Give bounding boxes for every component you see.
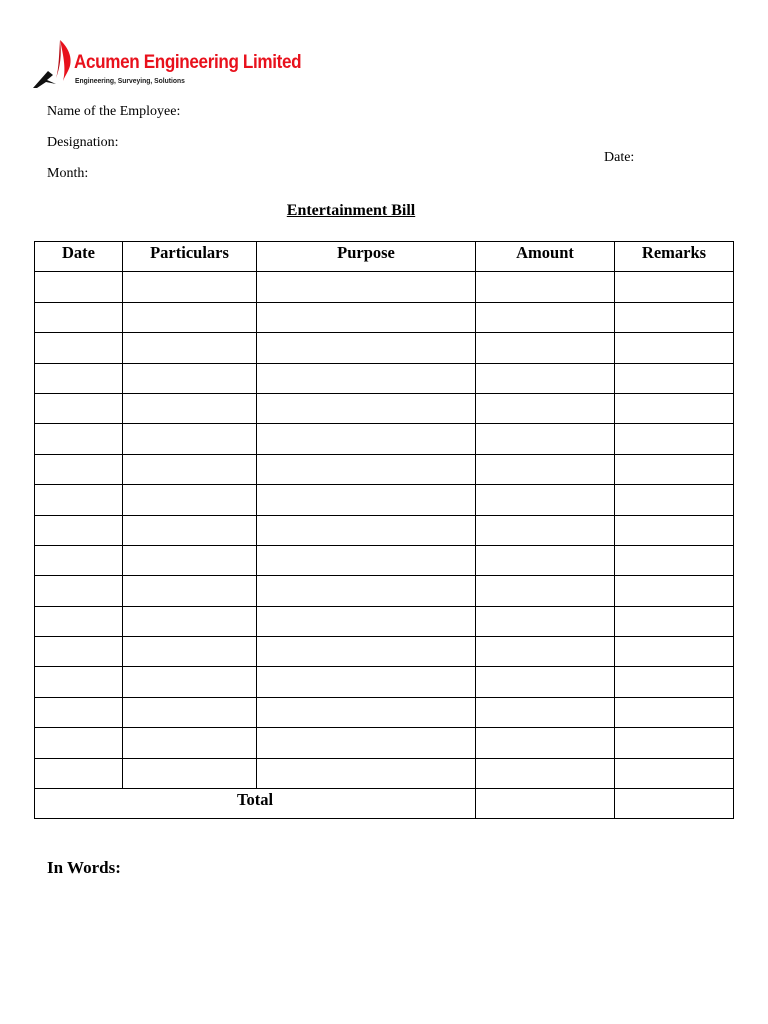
- column-header-particulars: Particulars: [123, 242, 257, 272]
- purpose-cell[interactable]: [257, 637, 476, 667]
- particulars-cell[interactable]: [123, 333, 257, 363]
- date-cell[interactable]: [35, 333, 123, 363]
- table-row: [35, 393, 734, 423]
- total-remarks-cell[interactable]: [615, 789, 734, 819]
- remarks-cell[interactable]: [615, 667, 734, 697]
- table-row: [35, 545, 734, 575]
- remarks-cell[interactable]: [615, 393, 734, 423]
- date-cell[interactable]: [35, 606, 123, 636]
- table-row: [35, 576, 734, 606]
- amount-cell[interactable]: [476, 606, 615, 636]
- total-row: [35, 789, 734, 819]
- particulars-cell[interactable]: [123, 606, 257, 636]
- date-cell[interactable]: [35, 393, 123, 423]
- date-cell[interactable]: [35, 424, 123, 454]
- table-row: [35, 697, 734, 727]
- date-label: Date:: [604, 150, 635, 165]
- amount-cell[interactable]: [476, 728, 615, 758]
- flame-logo-icon: [32, 38, 76, 90]
- amount-cell[interactable]: [476, 637, 615, 667]
- particulars-cell[interactable]: [123, 697, 257, 727]
- particulars-cell[interactable]: [123, 545, 257, 575]
- amount-cell[interactable]: [476, 545, 615, 575]
- amount-cell[interactable]: [476, 363, 615, 393]
- amount-cell[interactable]: [476, 485, 615, 515]
- column-header-date: Date: [35, 242, 123, 272]
- particulars-cell[interactable]: [123, 454, 257, 484]
- particulars-cell[interactable]: [123, 728, 257, 758]
- table-header-row: [35, 242, 734, 272]
- remarks-cell[interactable]: [615, 637, 734, 667]
- date-cell[interactable]: [35, 728, 123, 758]
- column-header-amount: Amount: [476, 242, 615, 272]
- date-cell[interactable]: [35, 758, 123, 788]
- remarks-cell[interactable]: [615, 333, 734, 363]
- remarks-cell[interactable]: [615, 454, 734, 484]
- purpose-cell[interactable]: [257, 576, 476, 606]
- table-row: [35, 363, 734, 393]
- remarks-cell[interactable]: [615, 758, 734, 788]
- particulars-cell[interactable]: [123, 272, 257, 302]
- purpose-cell[interactable]: [257, 363, 476, 393]
- purpose-cell[interactable]: [257, 272, 476, 302]
- company-tagline: Engineering, Surveying, Solutions: [75, 76, 185, 85]
- table-row: [35, 606, 734, 636]
- date-cell[interactable]: [35, 545, 123, 575]
- in-words-label: In Words:: [47, 858, 121, 877]
- form-title: Entertainment Bill: [286, 202, 416, 219]
- remarks-cell[interactable]: [615, 576, 734, 606]
- purpose-cell[interactable]: [257, 454, 476, 484]
- purpose-cell[interactable]: [257, 697, 476, 727]
- particulars-cell[interactable]: [123, 393, 257, 423]
- remarks-cell[interactable]: [615, 515, 734, 545]
- remarks-cell[interactable]: [615, 728, 734, 758]
- purpose-cell[interactable]: [257, 393, 476, 423]
- amount-cell[interactable]: [476, 667, 615, 697]
- date-cell[interactable]: [35, 272, 123, 302]
- particulars-cell[interactable]: [123, 363, 257, 393]
- total-label: Total: [35, 789, 476, 819]
- purpose-cell[interactable]: [257, 728, 476, 758]
- purpose-cell[interactable]: [257, 302, 476, 332]
- month-label: Month:: [47, 166, 89, 181]
- date-cell[interactable]: [35, 485, 123, 515]
- table-row: [35, 728, 734, 758]
- amount-cell[interactable]: [476, 758, 615, 788]
- column-header-purpose: Purpose: [257, 242, 476, 272]
- purpose-cell[interactable]: [257, 758, 476, 788]
- amount-cell[interactable]: [476, 697, 615, 727]
- entertainment-bill-table: [34, 241, 734, 819]
- amount-cell[interactable]: [476, 576, 615, 606]
- amount-cell[interactable]: [476, 424, 615, 454]
- particulars-cell[interactable]: [123, 485, 257, 515]
- company-logo: [32, 38, 322, 90]
- table-row: [35, 515, 734, 545]
- total-amount-cell[interactable]: [476, 789, 615, 819]
- particulars-cell[interactable]: [123, 424, 257, 454]
- amount-cell[interactable]: [476, 272, 615, 302]
- amount-cell[interactable]: [476, 302, 615, 332]
- particulars-cell[interactable]: [123, 515, 257, 545]
- purpose-cell[interactable]: [257, 606, 476, 636]
- purpose-cell[interactable]: [257, 667, 476, 697]
- particulars-cell[interactable]: [123, 667, 257, 697]
- designation-label: Designation:: [47, 135, 119, 150]
- column-header-remarks: Remarks: [615, 242, 734, 272]
- particulars-cell[interactable]: [123, 637, 257, 667]
- table-row: [35, 485, 734, 515]
- table-row: [35, 637, 734, 667]
- amount-cell[interactable]: [476, 454, 615, 484]
- purpose-cell[interactable]: [257, 545, 476, 575]
- amount-cell[interactable]: [476, 393, 615, 423]
- purpose-cell[interactable]: [257, 424, 476, 454]
- table-row: [35, 302, 734, 332]
- remarks-cell[interactable]: [615, 302, 734, 332]
- table-row: [35, 454, 734, 484]
- date-cell[interactable]: [35, 515, 123, 545]
- particulars-cell[interactable]: [123, 302, 257, 332]
- remarks-cell[interactable]: [615, 272, 734, 302]
- table-row: [35, 667, 734, 697]
- purpose-cell[interactable]: [257, 515, 476, 545]
- purpose-cell[interactable]: [257, 333, 476, 363]
- date-cell[interactable]: [35, 576, 123, 606]
- remarks-cell[interactable]: [615, 606, 734, 636]
- remarks-cell[interactable]: [615, 545, 734, 575]
- date-cell[interactable]: [35, 363, 123, 393]
- amount-cell[interactable]: [476, 333, 615, 363]
- table-row: [35, 758, 734, 788]
- date-cell[interactable]: [35, 454, 123, 484]
- particulars-cell[interactable]: [123, 576, 257, 606]
- employee-name-label: Name of the Employee:: [47, 104, 181, 119]
- purpose-cell[interactable]: [257, 485, 476, 515]
- date-cell[interactable]: [35, 697, 123, 727]
- date-cell[interactable]: [35, 637, 123, 667]
- particulars-cell[interactable]: [123, 758, 257, 788]
- remarks-cell[interactable]: [615, 485, 734, 515]
- amount-cell[interactable]: [476, 515, 615, 545]
- table-row: [35, 333, 734, 363]
- remarks-cell[interactable]: [615, 424, 734, 454]
- table-row: [35, 424, 734, 454]
- remarks-cell[interactable]: [615, 697, 734, 727]
- company-name: Acumen Engineering Limited: [74, 52, 302, 73]
- date-cell[interactable]: [35, 302, 123, 332]
- remarks-cell[interactable]: [615, 363, 734, 393]
- table-row: [35, 272, 734, 302]
- date-cell[interactable]: [35, 667, 123, 697]
